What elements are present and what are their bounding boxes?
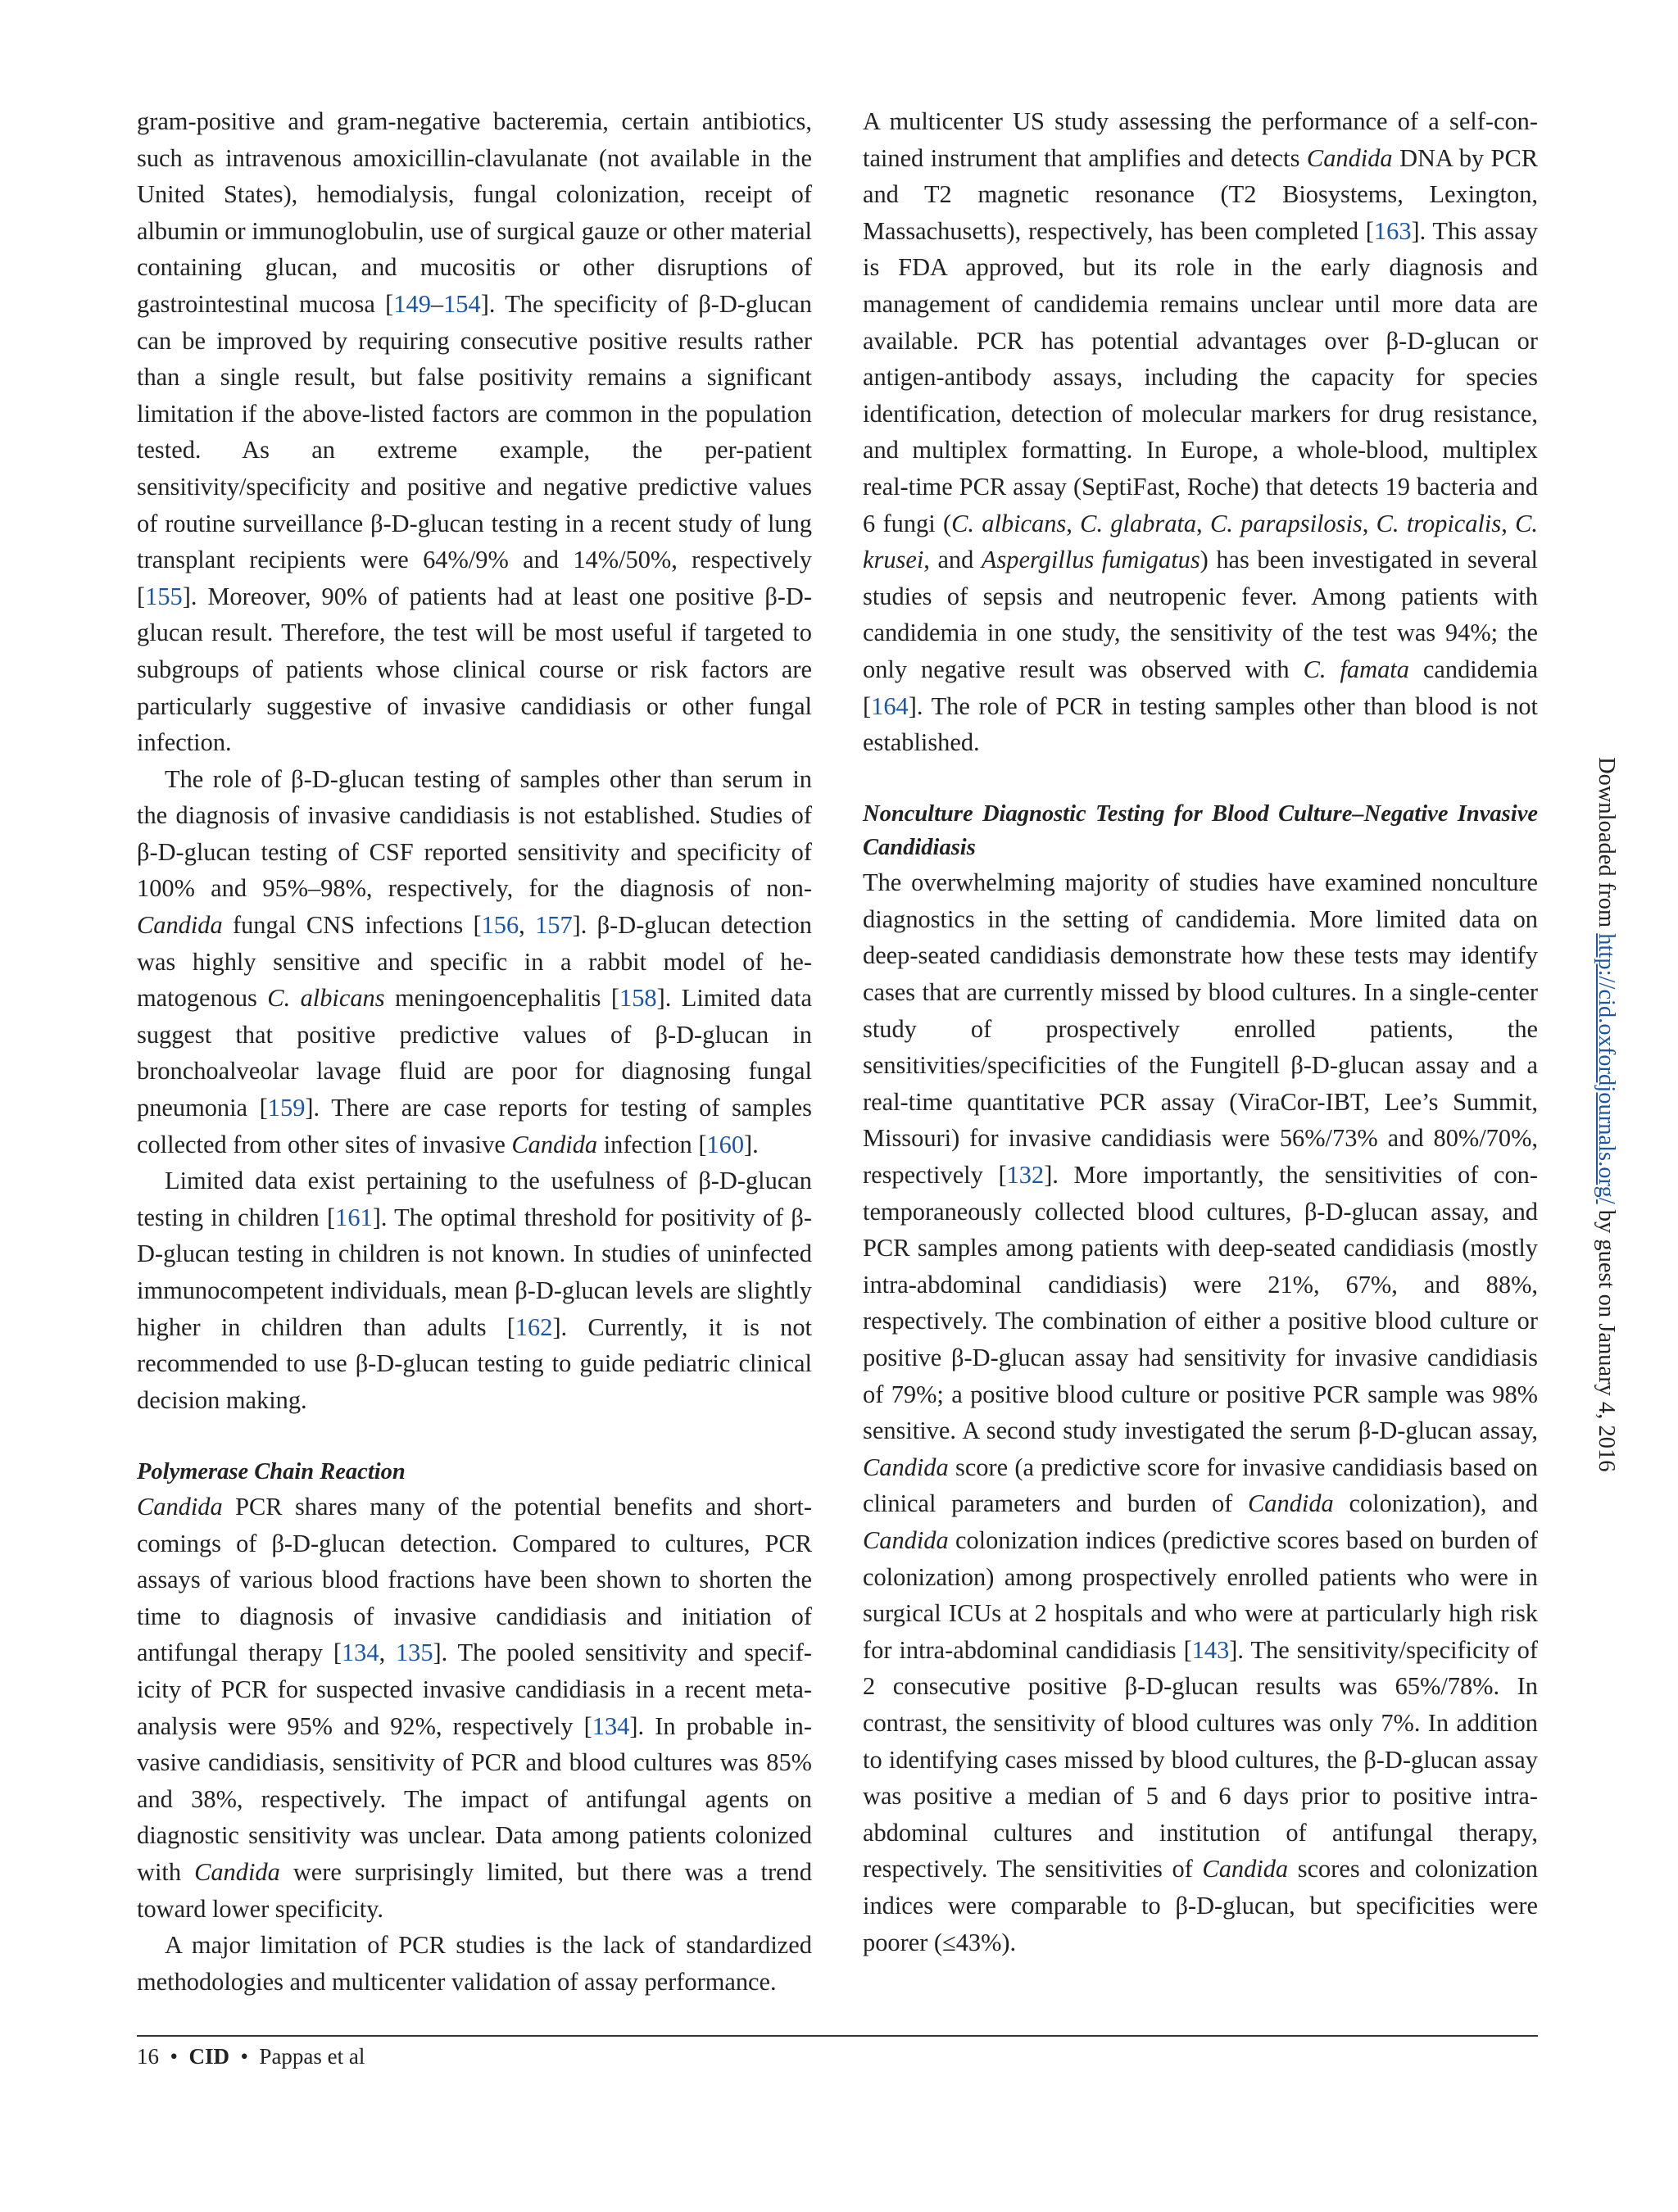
paragraph: Limited data exist pertaining to the usefulness of β-D-glucan testing in children [161]. The optimal threshold for positivity of β-D-glucan testing in children is not known. In studies of uninfected immunocompetent individuals, mean β-D-glucan levels are slightly higher in children than adults [162]. Currently, it is not recommended to use β-D-glucan testing to guide pediatric clinical decision making. bbox=[137, 1167, 813, 1414]
running-authors: Pappas et al bbox=[259, 2044, 365, 2069]
citation-link[interactable]: 155 bbox=[145, 582, 183, 610]
citation-link[interactable]: 143 bbox=[1191, 1635, 1230, 1664]
section-heading: Nonculture Diagnostic Testing for Blood Culture–Negative Invasive Candidiasis bbox=[863, 801, 1538, 861]
paragraph: The overwhelming majority of studies have examined nonculture diagnostics in the setting of candidemia. More limited data on deep-seated candidiasis demonstrate how these tests may identify cases that are currently missed by blood cultures. In a single-center study of prospectively enrolled patients, the sensitivities/specificities of the Fungitell β-D-glucan assay and a real-time quantitative PCR assay (ViraCor-IBT, Lee’s Summit, Missouri) for invasive candidiasis were 56%/73% and 80%/70%, respectively [132]. More importantly, the sensitivities of contemporaneously collected blood cultures, β-D-glucan assay, and PCR samples among patients with deep-seated candidiasis (mostly intra-abdominal candidiasis) were 21%, 67%, and 88%, respectively. The combination of either a positive blood culture or positive β-D-glucan assay had sensitivity for invasive candidiasis of 79%; a positive blood culture or positive PCR sample was 98% sensitive. A second study investigated the serum β-D-glucan assay, Candida score (a predictive score for invasive candidiasis based on clinical parameters and burden of Candida colonization), and Candida colonization indices (predictive scores based on burden of colonization) among prospectively enrolled patients who were in surgical ICUs at 2 hospitals and who were at particularly high risk for intra-abdominal candidiasis [143]. The sensitivity/specificity of 2 consecutive positive β-D-glucan results was 65%/78%. In contrast, the sensitivity of blood cultures was only 7%. In addition to identifying cases missed by blood cultures, the β-D-glucan assay was positive a median of 5 and 6 days prior to positive intra-abdominal cultures and institution of antifungal therapy, respectively. The sensitivities of Candida scores and colonization indices were comparable to β-D-glucan, but specificities were poorer (≤43%). bbox=[863, 868, 1539, 1956]
citation-link[interactable]: 157 bbox=[535, 911, 573, 940]
paragraph: The role of β-D-glucan testing of samples other than serum in the diagnosis of invasive candidiasis is not established. Studies of β-D-glucan testing of CSF reported sensitivity and specificity of 100% and 95%–98%, respectively, for the diagnosis of non-Candida fungal CNS infections [156, 157]. β-D-glucan detection was highly sensitive and specific in a rabbit model of hematogenous C. albicans meningoencephalitis [158]. Limited data suggest that positive predictive values of β-D-glucan in bronchoalveolar lavage fluid are poor for diagnosing fungal pneumonia [159]. There are case reports for testing of samples collected from other sites of invasive Candida infection [160]. bbox=[137, 764, 813, 1158]
citation-link[interactable]: 162 bbox=[515, 1312, 553, 1341]
download-suffix: by guest on January 4, 2016 bbox=[1594, 1203, 1619, 1472]
paragraph: A major limitation of PCR studies is the lack of standardized methodologies and multicenter validation of assay performance. bbox=[137, 1931, 812, 1996]
download-notice bbox=[1590, 757, 1622, 1576]
citation-link[interactable]: 154 bbox=[443, 289, 481, 318]
paragraph: gram-positive and gram-negative bacteremia, certain antibiotics, such as intravenous amoxicillin-clavulanate (not available in the United States), hemodialysis, fungal colonization, receipt of albumin or immunoglobulin, use of surgical gauze or other material containing glucan, and mucositis or other disruptions of gastrointestinal mucosa [149–154]. The specificity of β-D-glucan can be improved by requiring consecutive positive results rather than a single result, but false positivity remains a significant limitation if the above-listed factors are common in the population tested. As an extreme example, the per-patient sensitivity/specificity and positive and negative predictive values of routine surveillance β-D-glucan testing in a recent study of lung transplant recipients were 64%/9% and 14%/50%, respectively [155]. Moreover, 90% of patients had at least one positive β-D-glucan result. Therefore, the test will be most useful if targeted to subgroups of patients whose clinical course or risk factors are particularly suggestive of invasive candidiasis or other fungal infection. bbox=[137, 107, 812, 757]
citation-link[interactable]: 160 bbox=[706, 1130, 745, 1158]
download-prefix: Downloaded from bbox=[1594, 757, 1619, 934]
citation-link[interactable]: 161 bbox=[335, 1203, 373, 1231]
citation-link[interactable]: 158 bbox=[619, 984, 657, 1013]
bullet-separator: • bbox=[240, 2044, 248, 2069]
paragraph: Candida PCR shares many of the potential benefits and shortcomings of β-D-glucan detection. Compared to cultures, PCR assays of various blood fractions have been shown to shorten the time to diagnosis of invasive candidiasis and initiation of antifungal therapy [134, 135]. The pooled sensitivity and specificity of PCR for suspected invasive candidiasis in a recent meta-analysis were 95% and 92%, respectively [134]. In probable invasive candidiasis, sensitivity of PCR and blood cultures was 85% and 38%, respectively. The impact of antifungal agents on diagnostic sensitivity was unclear. Data among patients colonized with Candida were surprisingly limited, but there was a trend toward lower specificity. bbox=[137, 1492, 812, 1923]
page-footer bbox=[137, 2042, 365, 2071]
citation-link[interactable]: 149 bbox=[393, 289, 431, 318]
paragraph: A multicenter US study assessing the performance of a self-contained instrument that amplifies and detects Candida DNA by PCR and T2 magnetic resonance (T2 Biosystems, Lexington, Massachusetts), respectively, has been completed [163]. This assay is FDA approved, but its role in the early diagnosis and management of candidemia remains unclear until more data are available. PCR has potential advantages over β-D-glucan or antigen-antibody assays, including the capacity for species identification, detection of molecular markers for drug resistance, and multiplex formatting. In Europe, a whole-blood, multiplex real-time PCR assay (SeptiFast, Roche) that detects 19 bacteria and 6 fungi (C. albicans, C. glabrata, C. parapsilosis, C. tropicalis, C. krusei, and Aspergillus fumigatus) has been investigated in several studies of sepsis and neutropenic fever. Among patients with candidemia in one study, the sensitivity of the test was 94%; the only negative result was observed with C. famata candidemia [164]. The role of PCR in testing samples other than blood is not established. bbox=[863, 107, 1539, 757]
journal-name: CID bbox=[188, 2044, 229, 2069]
citation-link[interactable]: 156 bbox=[481, 911, 519, 940]
journal-url-link[interactable]: http://cid.oxfordjournals.org/ bbox=[1594, 933, 1619, 1204]
citation-link[interactable]: 134 bbox=[341, 1639, 379, 1667]
page-number: 16 bbox=[137, 2044, 159, 2069]
citation-link[interactable]: 135 bbox=[395, 1639, 433, 1667]
bullet-separator: • bbox=[170, 2044, 178, 2069]
section-heading: Polymerase Chain Reaction bbox=[137, 1458, 406, 1484]
footer-rule bbox=[137, 2035, 1538, 2037]
citation-link[interactable]: 164 bbox=[871, 691, 909, 720]
citation-link[interactable]: 132 bbox=[1006, 1161, 1045, 1190]
left-column bbox=[137, 103, 812, 2000]
right-column bbox=[863, 103, 1538, 1960]
citation-link[interactable]: 163 bbox=[1373, 216, 1412, 245]
citation-link[interactable]: 159 bbox=[267, 1094, 306, 1122]
citation-link[interactable]: 134 bbox=[592, 1711, 630, 1740]
